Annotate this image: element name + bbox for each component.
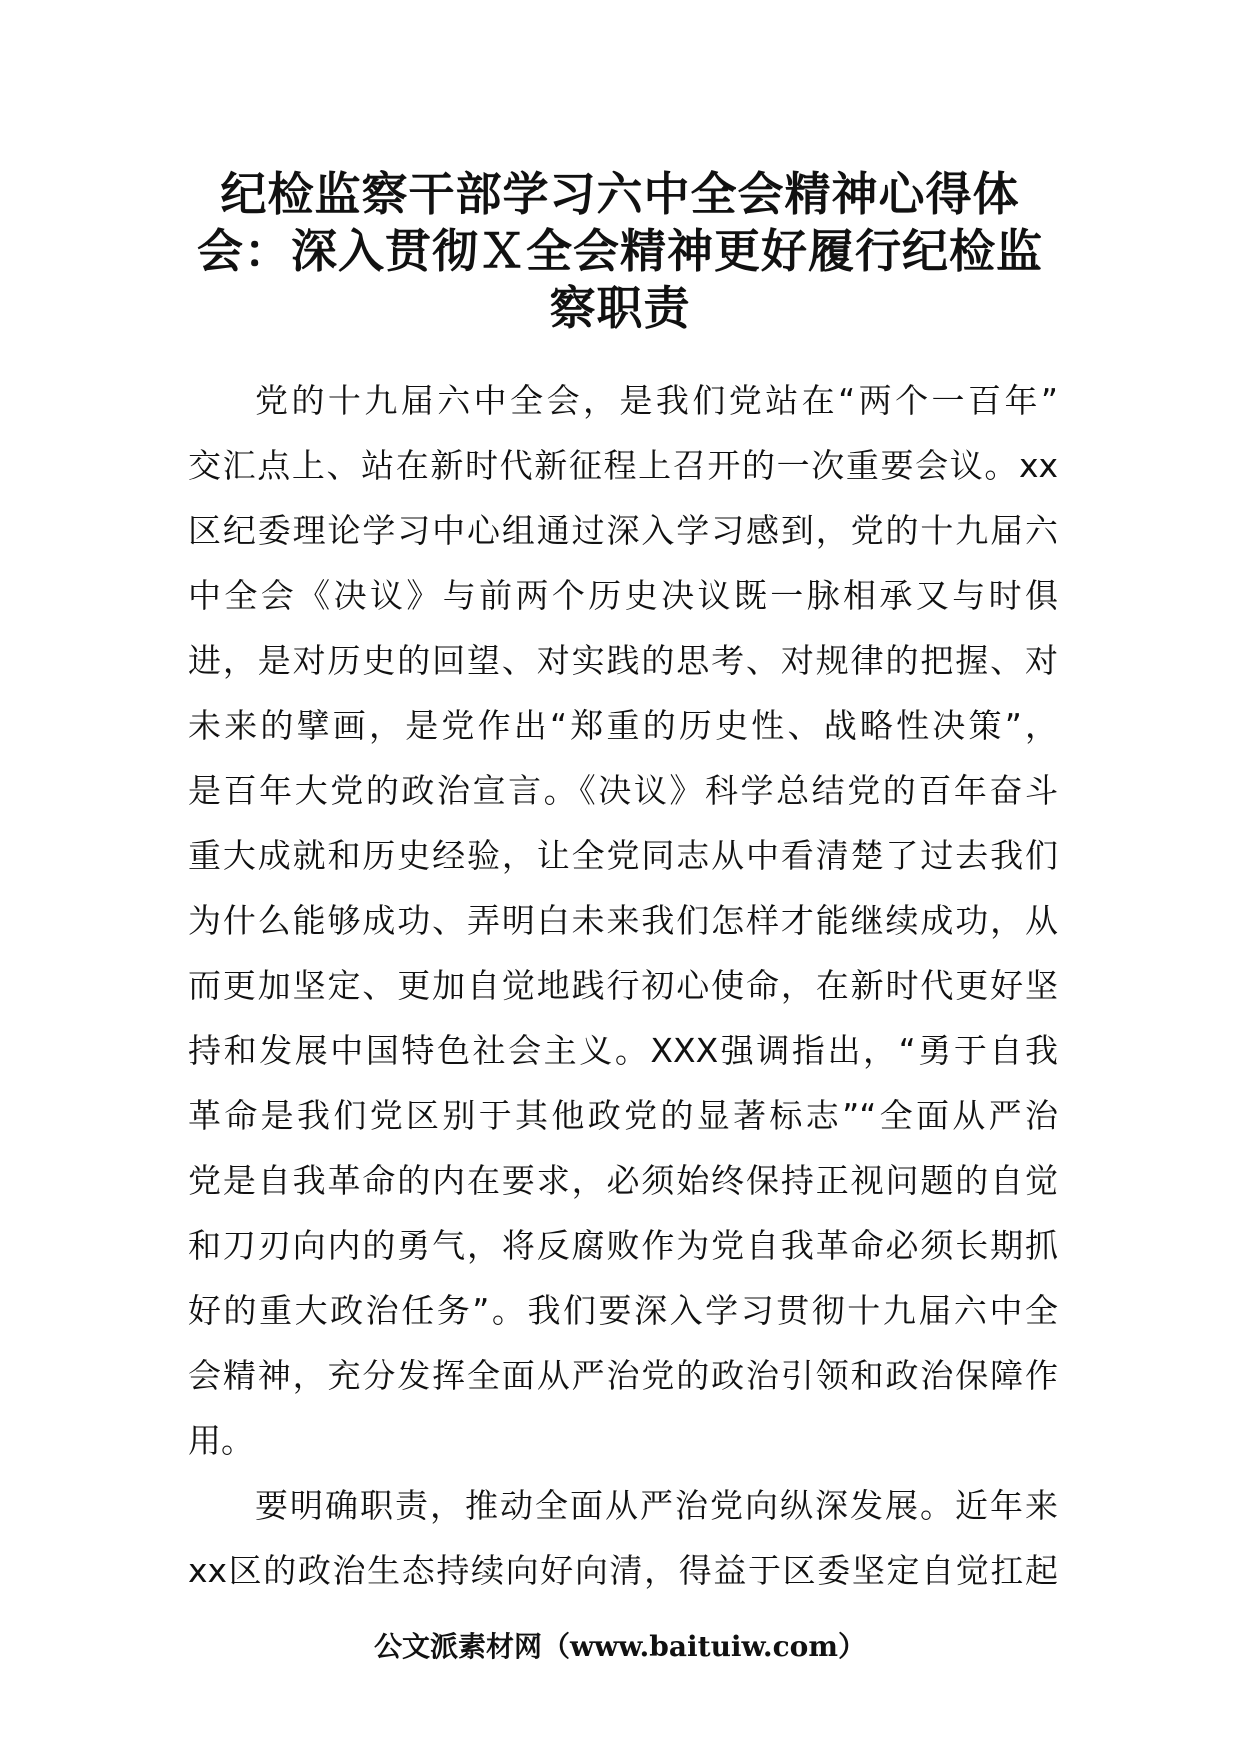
text-line: 中全会《决议》与前两个历史决议既一脉相承又与时俱 [188,576,1058,615]
paragraph-1 [188,368,1058,1473]
text-line: xx区的政治生态持续向好向清，得益于区委坚定自觉扛起 [188,1551,1058,1590]
text-line: 党的十九届六中全会，是我们党站在“两个一百年” [255,381,1058,420]
text-line: 为什么能够成功、弄明白未来我们怎样才能继续成功，从 [188,901,1058,940]
title-line: 纪检监察干部学习六中全会精神心得体 [220,167,1020,221]
title-line: 察职责 [549,281,691,335]
text-line: 未来的擘画，是党作出“郑重的历史性、战略性决策”， [188,706,1058,745]
text-line: 要明确职责，推动全面从严治党向纵深发展。近年来 [255,1486,1058,1525]
text-line: 会精神，充分发挥全面从严治党的政治引领和政治保障作 [188,1356,1058,1395]
source-footer: 公文派素材网（www.baituiw.com） [374,1630,866,1663]
text-line: 而更加坚定、更加自觉地践行初心使命，在新时代更好坚 [188,966,1058,1005]
text-line: 用。 [188,1421,254,1460]
text-line: 进，是对历史的回望、对实践的思考、对规律的把握、对 [188,641,1058,680]
text-line: 革命是我们党区别于其他政党的显著标志”“全面从严治 [188,1096,1058,1135]
text-line: 区纪委理论学习中心组通过深入学习感到，党的十九届六 [188,511,1058,550]
text-line: 重大成就和历史经验，让全党同志从中看清楚了过去我们 [188,836,1058,875]
text-line: 党是自我革命的内在要求，必须始终保持正视问题的自觉 [188,1161,1058,1200]
paragraph-2 [188,1473,1058,1603]
document-body [188,368,1058,1603]
text-line: 和刀刃向内的勇气，将反腐败作为党自我革命必须长期抓 [188,1226,1058,1265]
text-line: 交汇点上、站在新时代新征程上召开的一次重要会议。xx [188,446,1058,485]
text-line: 持和发展中国特色社会主义。XXX强调指出，“勇于自我 [188,1031,1058,1070]
title-line: 会：深入贯彻Ｘ全会精神更好履行纪检监 [197,224,1043,278]
text-line: 好的重大政治任务”。我们要深入学习贯彻十九届六中全 [188,1291,1058,1330]
document-title [188,166,1052,337]
text-line: 是百年大党的政治宣言。《决议》科学总结党的百年奋斗 [188,771,1058,810]
